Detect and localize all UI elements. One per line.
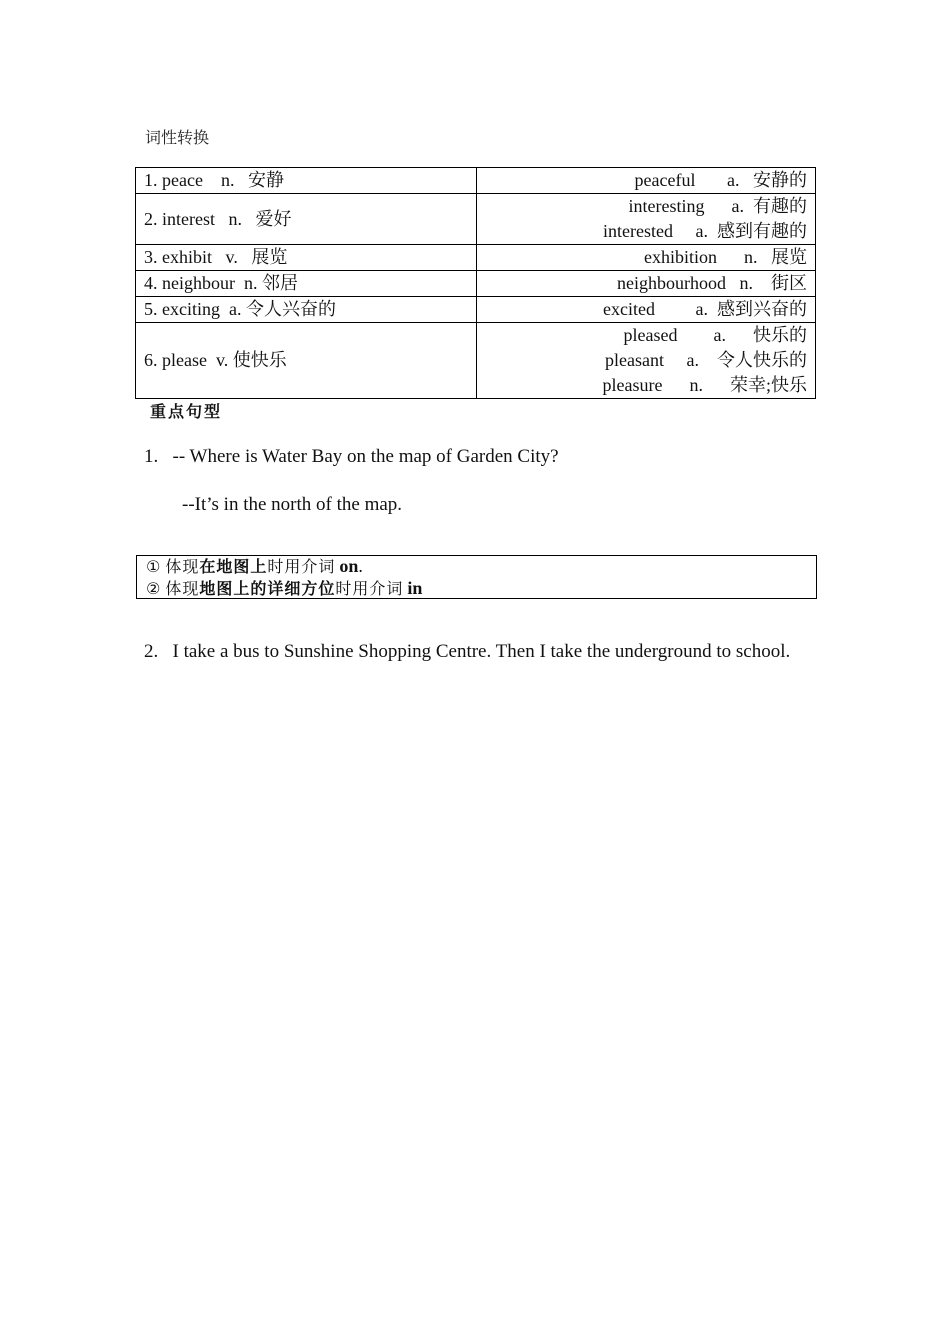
table-row: [136, 323, 816, 399]
table-row: [136, 271, 816, 297]
preposition-note-box: [136, 555, 817, 599]
table-cell-base-word: 5. exciting a. 令人兴奋的: [136, 297, 477, 323]
derived-word: pleasant a. 令人快乐的: [605, 350, 807, 370]
table-row: [136, 168, 816, 194]
table-cell-derived-words: [477, 194, 816, 245]
table-row: [136, 245, 816, 271]
derived-word: pleasure n. 荣幸;快乐: [602, 375, 807, 395]
table-cell-derived-words: [477, 168, 816, 194]
note-line-2: ② 体现地图上的详细方位时用介词 in: [146, 578, 423, 598]
derived-word: excited a. 感到兴奋的: [603, 299, 807, 319]
section-title-key-sentences: 重点句型: [150, 402, 223, 421]
table-row: [136, 297, 816, 323]
table-cell-derived-words: [477, 323, 816, 399]
table-cell-base-word: 6. please v. 使快乐: [136, 323, 477, 399]
section-title-word-forms: 词性转换: [145, 128, 210, 147]
table-cell-base-word: 2. interest n. 爱好: [136, 194, 477, 245]
sentence-2: [144, 641, 790, 663]
note-line-1: ① 体现在地图上时用介词 on.: [146, 556, 363, 576]
sentence-text: -- Where is Water Bay on the map of Garden City?: [172, 446, 559, 467]
sentence-text: I take a bus to Sunshine Shopping Centre. Then I take the underground to school.: [172, 641, 791, 662]
derived-word: exhibition n. 展览: [644, 247, 807, 267]
sentence-number: 1.: [144, 446, 159, 467]
table-cell-derived-words: [477, 245, 816, 271]
derived-word: interested a. 感到有趣的: [603, 221, 807, 241]
table-cell-base-word: 4. neighbour n. 邻居: [136, 271, 477, 297]
derived-word: interesting a. 有趣的: [628, 196, 807, 216]
table-row: [136, 194, 816, 245]
table-cell-derived-words: [477, 271, 816, 297]
derived-word: neighbourhood n. 街区: [617, 273, 807, 293]
word-forms-table: [135, 167, 816, 399]
table-cell-derived-words: [477, 297, 816, 323]
derived-word: pleased a. 快乐的: [623, 325, 807, 345]
sentence-1-answer: --It’s in the north of the map.: [182, 494, 403, 515]
sentence-number: 2.: [144, 641, 159, 662]
sentence-1-question: [144, 446, 559, 468]
table-cell-base-word: 1. peace n. 安静: [136, 168, 477, 194]
table-cell-base-word: 3. exhibit v. 展览: [136, 245, 477, 271]
derived-word: peaceful a. 安静的: [634, 170, 807, 190]
